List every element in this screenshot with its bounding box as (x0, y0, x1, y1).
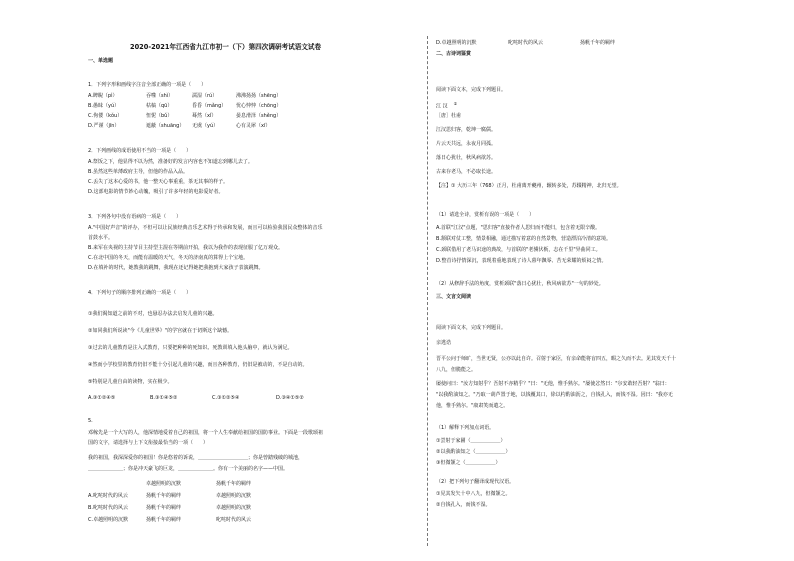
prose-question-1-item-2: ②以我酌油知之（＿＿＿＿＿＿） (436, 449, 511, 455)
question-2-option-c: C.丢失了这本心爱的书，他一整天心事重重，茶无其事的样子。 (88, 179, 229, 185)
question-1-option-c: C.佝偻（kǒu） 忸怩（bǔ） 蓦然（xǐ） 晏息滑泽（shěng） (88, 113, 282, 119)
question-2-option-b: B.虽然这些单薄政府主导，但他的作品入品。 (88, 169, 189, 175)
poem-question-2-stem: （2）从修辞手法的角度，赏析颈联"落日心犹壮，秋风病欲苏"一句的妙处。 (436, 281, 604, 287)
question-3-option-b: B.来军在央视的主持节目主持型主混在等期前开拍，我以为我作的表现征服了亿万观众。 (88, 245, 284, 251)
prose-title: 亲逃诰 (436, 340, 452, 346)
question-1-option-d: D.严谨（jīn） 遮蔽（shuāng） 无虞（yú） 心有灵犀（xī） (88, 123, 271, 129)
poem-author: ［唐］杜甫 (436, 113, 462, 119)
question-4-options: A.③①②④⑤ B.③①④⑤② C.③①②⑤④ D.③④①⑤② (88, 395, 304, 401)
question-5-option-a: A.叱咤时代的风云 扬帆千年的羁绊 卓越照明的沉默 (88, 493, 252, 499)
section-heading-1: 一、单选题 (88, 58, 114, 64)
section-heading-3: 三、文言文阅读 (436, 294, 472, 300)
prose-line-5: 他，惟手熟尔。"康肃笑而遣之。 (436, 403, 509, 409)
question-5-intro-2: 国的文字，请选择与上下文衔接最恰当的一项（ ） (88, 440, 209, 446)
question-2-stem: 2．下列画线的成语使用不当的一项是（ ） (88, 148, 192, 154)
question-4-item-2: ②如同我们所说读"今《儿童世界》"的学宫就在于切斯这个缺憾。 (88, 328, 233, 334)
poem-line-4: 古来存老马，不必取长途。 (436, 169, 497, 175)
prose-question-1-item-1: ①尝射于家圃（＿＿＿＿＿＿） (436, 438, 506, 444)
question-1-option-b: B.愚昧（yú） 枯槁（qū） 昏昏（mǎng） 忧心忡忡（chōng） (88, 103, 282, 109)
prose-question-1-item-3: ③但微颔之（＿＿＿＿＿＿） (436, 460, 501, 466)
poem-question-1-option-b: B.颔联对仗工整，情景相融，通过描写着意的自然景物，营造漂泊冷清的意境。 (436, 236, 612, 242)
question-3-option-a-cont: 首鼓水平。 (88, 235, 114, 241)
question-4-stem: 4．下列句子的顺序排列正确的一项是（ ） (88, 290, 192, 296)
section-heading-2: 二、古诗词鉴赏 (436, 51, 472, 57)
poem-title: 江 汉① (436, 101, 458, 110)
question-5-option-d: D.卓越照明的沉默 叱咤时代的风云 扬帆千年的羁绊 (436, 40, 616, 46)
question-4-item-1: ①我们渴知道之前的不对，也悬忍办法去启发儿童的兴趣。 (88, 311, 218, 317)
poem-line-2: 片云天共远，永夜月同孤。 (436, 141, 497, 147)
poem-question-1-option-a: A.首联"江汉"点题，"思归客"直接作者人思归而不能归，包含着无限辛酸。 (436, 225, 601, 231)
question-4-item-5: ⑤特别是儿童自由的读物，实在极少。 (88, 379, 173, 385)
question-5-passage-1: 我的祖国，我深深爱你的祖国！你是悠着的诉说，＿＿＿＿＿＿＿＿＿＿；你是曾踏残破的城池， (88, 455, 304, 461)
question-5-intro-1: 邓稼先是一个大写的人，他深情地爱着自己的祖国，将一个人生奉献给祖国的国防事业。下面是一段歌颂祖 (88, 430, 324, 436)
poem-question-1-option-d: D.整首诗抒情深沉，表现着重地表现了诗人暮年飘零、苦无荣耀的烦闷之情。 (436, 258, 607, 264)
poem-question-1-option-c: C.颈联借用了老马识途的典故，与首联的"老骥伏枥，志在千里"异曲同工。 (436, 247, 601, 253)
question-5-header-row: 卓越照明的沉默 扬帆千年的羁绊 (146, 481, 252, 487)
prose-question-2-stem: （2）把下列句子翻译成现代汉语。 (436, 479, 515, 485)
prose-line-1: 晋平公问于师旷，当世无贤，公亦以此自许。召射于家臣，有亲命能将盲四五，暇之久而不去。见其发天千十 (436, 356, 677, 362)
question-1-option-a: A.睥睨（pì） 吞噬（shì） 濡湿（rú） 沸沸扬扬（shēng） (88, 93, 282, 99)
question-4-item-4: ④然而小学校里的教育仍旧不能十分引起儿童的兴趣，而且各种教育，仍旧是被动的，不是自动的。 (88, 362, 308, 368)
poem-question-1-stem: （1）请选全诗，赏析有误的一项是（ ） (436, 212, 535, 218)
prose-question-2-item-2: ②自钱孔入，而钱不湿。 (436, 502, 491, 508)
question-5-option-c: C.卓越照明的沉默 扬帆千年的羁绊 叱咤时代的风云 (88, 517, 252, 523)
exam-title: 2020-2021年江西省九江市初一（下）第四次调研考试语文试卷 (130, 43, 322, 51)
question-1-stem: 1．下列字形和画线字注音全部正确的一项是（ ） (88, 82, 207, 88)
question-3-stem: 3．下列各句中没有语病的一项是（ ） (88, 214, 182, 220)
poem-note: 【注】① 大历三年（768）正月，杜甫离开夔州，辗转多处，苏辍精神，北归无望。 (436, 183, 622, 189)
question-4-item-3: ③过去的儿童教育是注入式教育，只要把种种的死知识、死教训填入他头脑中，就认为满足。 (88, 345, 293, 351)
prose-question-1-stem: （1）解释下列加点词语。 (436, 425, 495, 431)
question-3-option-d: D.在填补的时代，她教我的跳舞，我现在还记得她把我抱到大家孩子表演跳舞。 (88, 265, 264, 271)
question-5-passage-2: ＿＿＿＿＿＿＿；你是冲天豪飞的巨龙，＿＿＿＿＿＿＿。你有一个美丽的名字——中国。 (88, 466, 289, 472)
prose-line-4: "以我酌油知之。"乃取一葫芦置于地，以钱覆其口，徐以杓酌油沥之，自钱孔入，而钱不湿。因曰："我亦无 (436, 392, 673, 398)
question-2-option-d: D.这部电影的情节妙心动魄，吸引了许多年轻的电影爱好者。 (88, 189, 224, 195)
question-3-option-c: C.在北中国的冬天，而能有温暖的天气，冬天的济南真的算得上个宝地。 (88, 255, 249, 261)
prose-line-3: 屡使问曰："汝方知射乎？吾射不亦精乎？"曰："无他，惟手熟尔。"屡使忿然曰："尔安敢轻吾射？"翁曰： (436, 381, 670, 387)
question-2-option-a: A.祭饭之下，他显得不以为然，准备好的发言内容也不知道忘到哪儿去了。 (88, 159, 253, 165)
prose-intro: 阅读下面文本，完成下列题目。 (436, 325, 507, 331)
poem-line-1: 江汉思归客，乾坤一腐儒。 (436, 127, 497, 133)
prose-question-2-item-1: ①见其发矢十中八九，但微颔之。 (436, 491, 511, 497)
question-5-number: 5. (88, 418, 93, 424)
column-divider (427, 36, 428, 546)
poem-intro: 阅读下面文本，完成下列题目。 (436, 87, 507, 93)
prose-line-2: 八九，但脆能之。 (436, 367, 477, 373)
poem-line-3: 落日心犹壮，秋风病欲苏。 (436, 155, 497, 161)
question-5-option-b: B.叱咤时代的风云 扬帆千年的羁绊 卓越照明的沉默 (88, 505, 252, 511)
question-3-option-a: A."中国好声音"的评办，不但可以让民族经典音乐艺术得于传承和发展，而且可以检验我国民众整体的音乐 (88, 225, 323, 231)
